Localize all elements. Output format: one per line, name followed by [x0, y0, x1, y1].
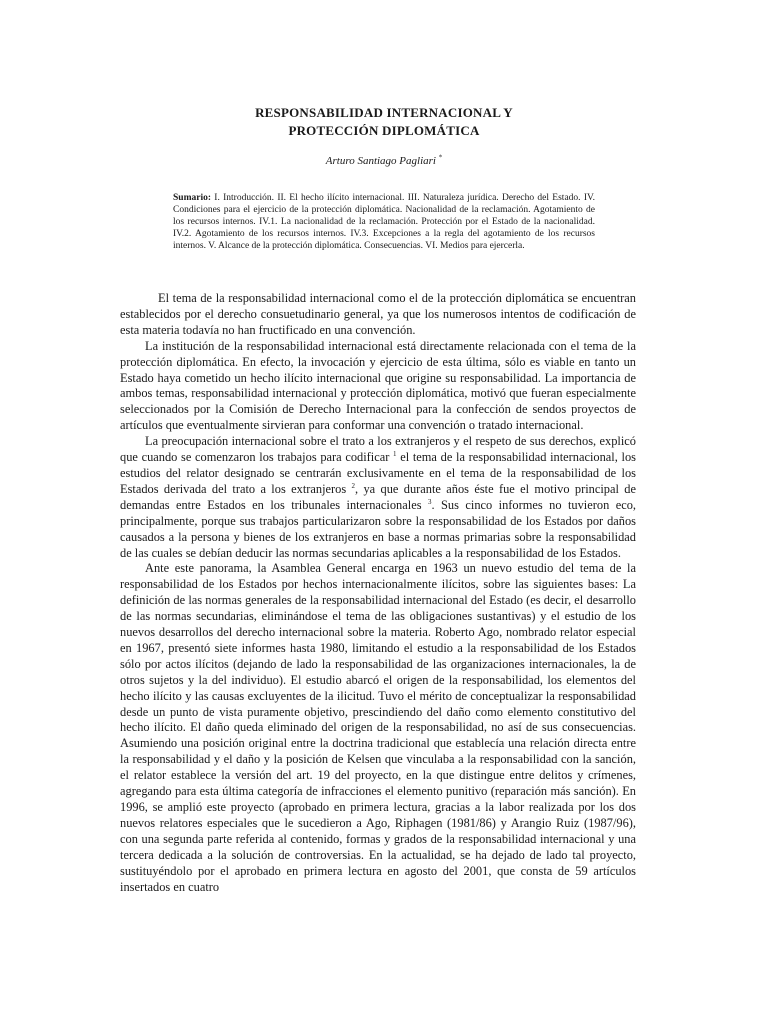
- paragraph-3: [120, 434, 636, 561]
- footnote-ref-1[interactable]: 1: [393, 449, 397, 458]
- author-footnote-mark: *: [438, 153, 443, 162]
- document-title-line-2: PROTECCIÓN DIPLOMÁTICA: [288, 123, 480, 138]
- paragraph-3-part-a: La preocupación internacional sobre el trato a los extranjeros y el respeto de sus derechos, explicó que cuando se comenzaron los trabajos para codificar: [120, 434, 636, 465]
- summary-text: I. Introducción. II. El hecho ilícito internacional. III. Naturaleza jurídica. Derecho del Estado. IV. Condiciones para el ejercicio de la protección diplomática. Nacionalidad de la reclamación. Agotamiento de los recursos internos. IV.1. La nacionalidad de la reclamación. Protección por el Estado de la nacionalidad. IV.2. Agotamiento de los recursos internos. IV.3. Excepciones a la regla del agotamiento de los recursos internos. V. Alcance de la protección diplomática. Consecuencias. VI. Medios para ejercerla.: [173, 193, 595, 251]
- footnote-ref-3[interactable]: 3: [427, 497, 432, 506]
- author-line: [0, 154, 768, 168]
- author-name: Arturo Santiago Pagliari: [325, 155, 436, 167]
- paragraph-1: El tema de la responsabilidad internacional como el de la protección diplomática se encuentran establecidos por el derecho consuetudinario general, ya que los numerosos intentos de codificación de esta materia todavía no han fructificado en una convención.: [120, 291, 636, 337]
- document-title-line-1: RESPONSABILIDAD INTERNACIONAL Y: [255, 105, 513, 120]
- summary-label: Sumario:: [173, 193, 211, 203]
- summary-block: [173, 192, 595, 252]
- body-text: [120, 291, 636, 895]
- footnote-ref-2[interactable]: 2: [351, 481, 356, 490]
- paragraph-4: Ante este panorama, la Asamblea General encarga en 1963 un nuevo estudio del tema de la responsabilidad de los Estados por hechos internacionalmente ilícitos, sobre las siguientes bases: La definición de las normas generales de la responsabilidad internacional del Estado (es decir, el desarrollo de las normas secundarias, eliminándose el tema de las obligaciones sustantivas) y el estudio de los nuevos desarrollos del derecho internacional sobre la materia. Roberto Ago, nombrado relator especial en 1967, presentó siete informes hasta 1980, limitando el estudio a la responsabilidad de los Estados sólo por actos ilícitos (dejando de lado la responsabilidad de las organizaciones internacionales, la de otros sujetos y la del individuo). El estudio abarcó el origen de la responsabilidad, los elementos del hecho ilícito y las causas excluyentes de la ilicitud. Tuvo el mérito de conceptualizar la responsabilidad desde un punto de vista puramente objetivo, prescindiendo del daño como elemento constitutivo del hecho ilícito. El daño queda eliminado del origen de la responsabilidad, no así de sus consecuencias. Asumiendo una posición original entre la doctrina tradicional que establecía una relación directa entre la responsabilidad y el daño y la posición de Kelsen que vinculaba a la responsabilidad con la sanción, el relator establece la versión del art. 19 del proyecto, en la que distingue entre delitos y crímenes, agregando para esta última categoría de infracciones el elemento punitivo (reparación más sanción). En 1996, se amplió este proyecto (aprobado en primera lectura, gracias a la labor realizada por los dos nuevos relatores especiales que le sucedieron a Ago, Riphagen (1981/86) y Arangio Ruiz (1987/96), con una segunda parte referida al contenido, formas y grados de la responsabilidad internacional y una tercera dedicada a la solución de controversias. En la actualidad, se ha dejado de lado tal proyecto, sustituyéndolo por el aprobado en primera lectura en agosto del 2001, que consta de 59 artículos insertados en cuatro: [120, 561, 636, 894]
- paragraph-3-part-b: el tema de la responsabilidad internacional, los estudios del relator designado se centrarán exclusivamente en el tema de la responsabilidad de los Estados derivada del trato a los extranjeros: [120, 450, 636, 496]
- paragraph-3-part-c: , ya que durante años éste fue el motivo principal de demandas entre Estados en los tribunales internacionales: [120, 481, 636, 512]
- paragraph-3-part-d: . Sus cinco informes no tuvieron eco, principalmente, porque sus trabajos particularizaron sobre la responsabilidad de los Estados por daños causados a la persona y bienes de los extranjeros en base a normas primarias sobre la responsabilidad de las cuales se debían deducir las normas secundarias aplicables a la responsabilidad de los Estados.: [120, 497, 636, 560]
- paragraph-2: La institución de la responsabilidad internacional está directamente relacionada con el tema de la protección diplomática. En efecto, la invocación y ejercicio de esta última, sólo es viable en tanto un Estado haya cometido un hecho ilícito internacional que origine su responsabilidad. La importancia de ambos temas, responsabilidad internacional y protección diplomática, motivó que fueran especialmente seleccionados por la Comisión de Derecho Internacional para la confección de sendos proyectos de artículos que eventualmente sirvieran para conformar una convención o tratado internacional.: [120, 338, 636, 433]
